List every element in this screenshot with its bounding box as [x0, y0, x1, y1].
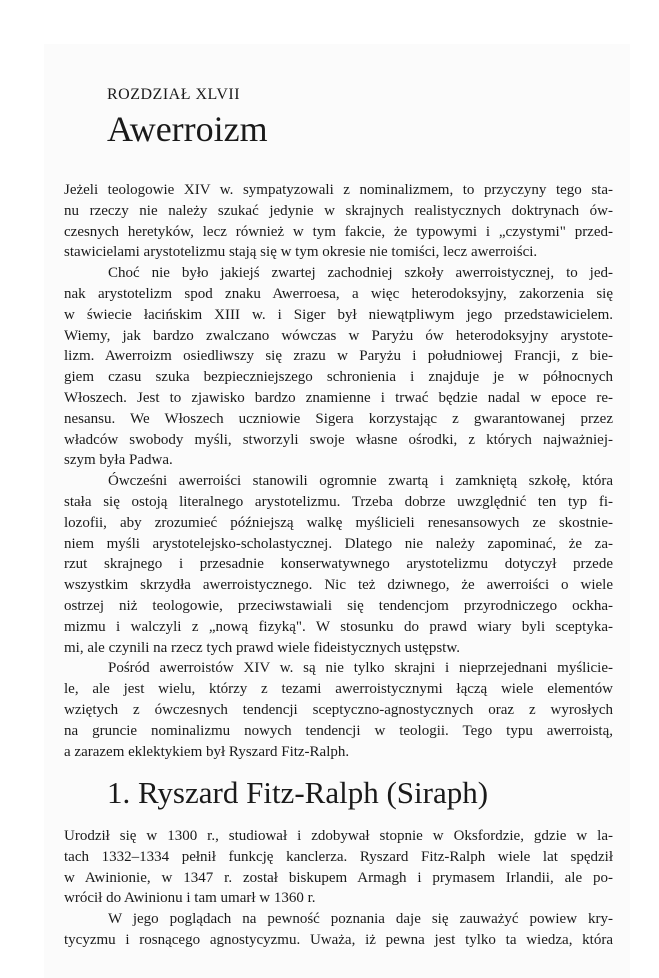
text-line: mizmu i walczyli z „nową fizyką". W stosunku do prawd wiary byli sceptyka-	[64, 618, 613, 635]
text-line: nesansu. We Włoszech uczniowie Sigera korzystając z gwarantowanej przez	[64, 410, 613, 427]
text-line: rzut skrajnego i przesadnie konserwatywnego arystotelizmu dotyczył przede	[64, 556, 613, 573]
text-line: lozofii, aby zrozumieć późniejszą walkę myślicieli renesansowych ze skostnie-	[64, 514, 613, 531]
text-line: Wiemy, jak bardzo zwalczano wówczas w Paryżu ów heterodoksyjny arystote-	[64, 327, 613, 344]
text-line: giem czasu szuka bezpieczniejszego schronienia i znajduje je w północnych	[64, 369, 613, 386]
text-line: Jeżeli teologowie XIV w. sympatyzowali z nominalizmem, to przyczyny tego sta-	[64, 182, 613, 198]
text-line: Choć nie było jakiejś zwartej zachodniej szkoły awerroistycznej, to jed-	[108, 265, 613, 282]
text-line: tycyzmu i rosnącego agnostycyzmu. Uważa, iż pewna jest tylko ta wiedza, która	[64, 931, 613, 948]
text-line: stawicielami arystotelizmu stają się w tym okresie nie tomiści, lecz awerroiści.	[64, 244, 538, 261]
text-line: wrócił do Awinionu i tam umarł w 1360 r.	[64, 890, 316, 907]
text-line: tach 1332–1334 pełnił funkcję kanclerza. Ryszard Fitz-Ralph wiele lat spędził	[64, 848, 613, 865]
text-line: Włoszech. Jest to zjawisko bardzo znamienne i trwać będzie nadal w epoce re-	[64, 389, 613, 406]
text-line: a zarazem eklektykiem był Ryszard Fitz-Ralph.	[64, 743, 350, 760]
section-text	[64, 826, 613, 951]
text-line: ostrzej niż teologowie, przeciwstawiali się tendencjom przyrodniczego ockha-	[64, 597, 613, 614]
chapter-title: Awerroizm	[107, 109, 268, 149]
text-line: Urodził się w 1300 r., studiował i zdobywał stopnie w Oksfordzie, gdzie w la-	[64, 828, 613, 844]
text-line: nu rzeczy nie należy szukać jedynie w skrajnych realistycznych doktrynach ów-	[64, 202, 613, 219]
text-line: w Awinionie, w 1347 r. został biskupem Armagh i prymasem Irlandii, ale po-	[64, 869, 613, 886]
text-line: Pośród awerroistów XIV w. są nie tylko skrajni i nieprzejednani myślicie-	[108, 660, 613, 677]
intro-text	[64, 180, 613, 762]
text-line: na gruncie nominalizmu nowych tendencji w teologii. Tego typu awerroistą,	[64, 722, 613, 739]
text-line: w świecie łacińskim XIII w. i Siger był niewątpliwym jego przedstawicielem.	[64, 306, 613, 323]
text-line: czesnych heretyków, lecz również w tym fakcie, że typowymi i „czystymi" przed-	[64, 223, 613, 240]
text-line: stała się ostoją literalnego arystotelizmu. Trzeba dobrze uwzględnić ten typ fi-	[64, 493, 613, 510]
text-line: Ówcześni awerroiści stanowili ogromnie zwartą i zamkniętą szkołę, która	[108, 473, 613, 490]
text-line: W jego poglądach na pewność poznania daje się zauważyć powiew kry-	[108, 911, 613, 928]
text-line: le, ale jest wielu, którzy z tezami awerroistycznymi łączą wiele elementów	[64, 681, 613, 698]
text-line: nak arystotelizm spod znaku Awerroesa, a więc heterodoksyjny, zakorzenia się	[64, 285, 613, 302]
section-title: 1. Ryszard Fitz-Ralph (Siraph)	[107, 775, 489, 810]
text-line: lizm. Awerroizm osiedliwszy się zrazu w Paryżu i południowej Francji, z bie-	[64, 348, 613, 365]
text-line: mi, ale czynili na rzecz tych prawd wiele fideistycznych ustępstw.	[64, 639, 460, 656]
text-line: władców swobody myśli, stworzyli swoje własne ośrodki, z których najważniej-	[64, 431, 613, 448]
text-line: wziętych z ówczesnych tendencji sceptyczno-agnostycznych oraz z wyrosłych	[64, 701, 613, 718]
chapter-label: ROZDZIAŁ XLVII	[107, 86, 241, 103]
text-line: niem myśli arystotelejsko-scholastycznej. Dlatego nie należy zapominać, że za-	[64, 535, 613, 552]
text-line: wszystkim skrzydła awerroistycznego. Nic też dziwnego, że awerroiści o wiele	[64, 577, 613, 594]
text-line: szym była Padwa.	[64, 452, 173, 469]
